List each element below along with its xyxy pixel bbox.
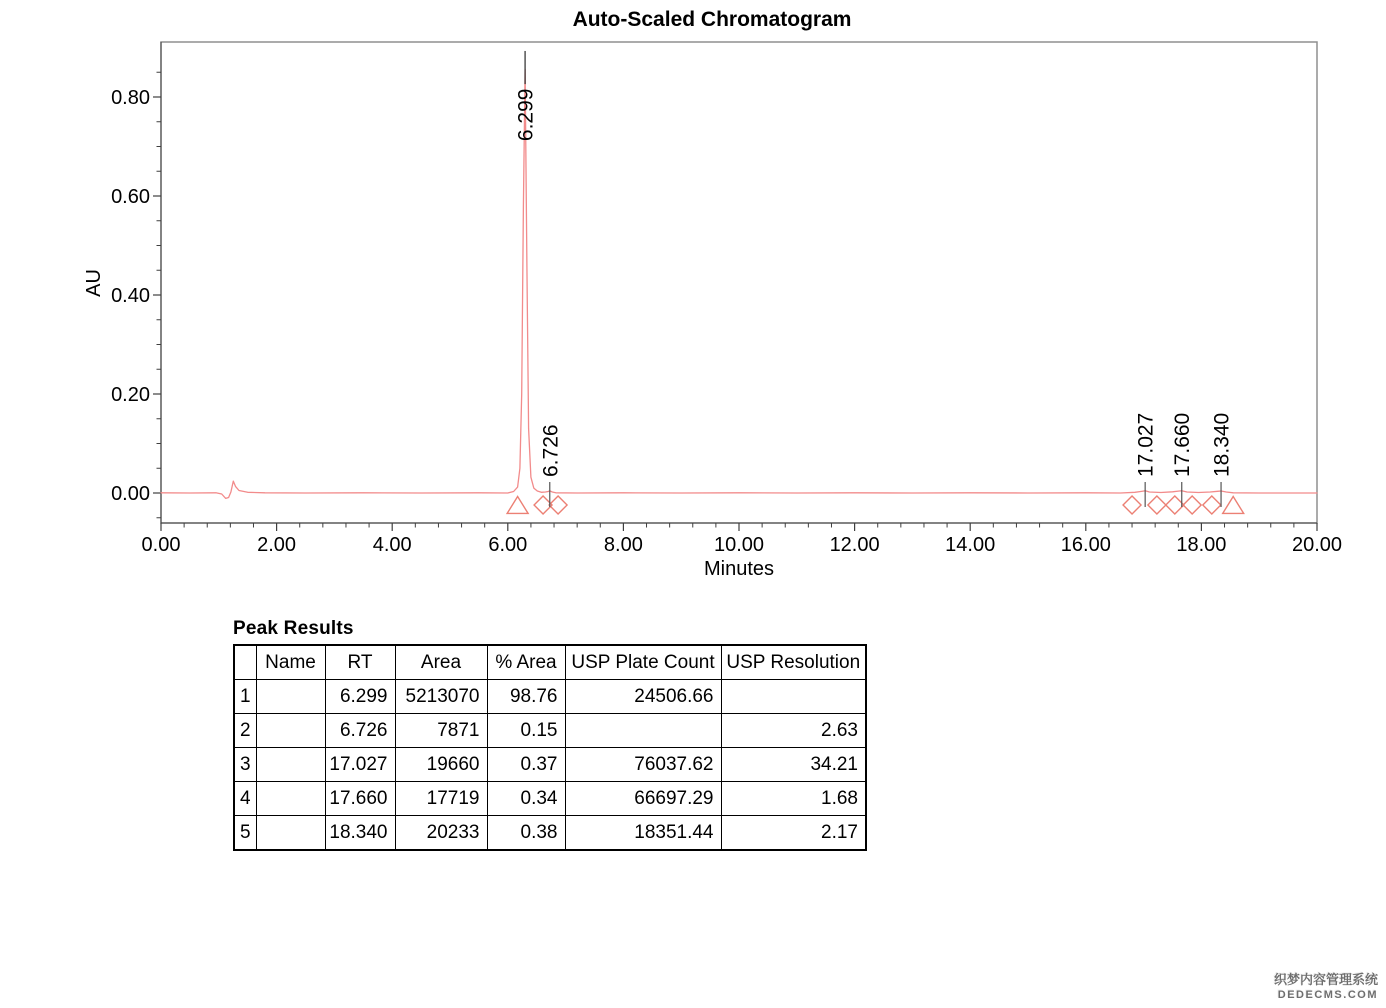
peak-number-cell: 5: [234, 816, 256, 851]
x-tick-label: 2.00: [257, 534, 297, 556]
column-header: RT: [325, 645, 395, 680]
peak-results-cell: 7871: [395, 714, 487, 748]
column-header: [234, 645, 256, 680]
peak-results-cell: 0.37: [487, 748, 565, 782]
diamond-baseline-marker: [1166, 496, 1184, 514]
peak-results-cell: 66697.29: [565, 782, 721, 816]
chart-title: Auto-Scaled Chromatogram: [572, 8, 852, 31]
x-tick-label: 0.00: [141, 534, 181, 556]
peak-results-cell: 98.76: [487, 680, 565, 714]
peak-results-cell: 17719: [395, 782, 487, 816]
y-tick-label: 0.00: [111, 483, 150, 506]
y-tick-label: 0.60: [111, 185, 150, 208]
peak-results-cell: 18.340: [325, 816, 395, 851]
peak-results-cell: 6.726: [325, 714, 395, 748]
y-tick-label: 0.80: [111, 86, 150, 109]
peak-results-cell: [256, 816, 325, 851]
peak-results-row: [234, 782, 866, 816]
peak-rt-label: 6.299: [514, 88, 538, 142]
x-axis-title: Minutes: [703, 558, 775, 580]
x-tick-label: 10.00: [713, 534, 765, 556]
peak-results-cell: [565, 714, 721, 748]
peak-results-section: [233, 618, 867, 851]
x-tick-label: 6.00: [488, 534, 528, 556]
diamond-baseline-marker: [1203, 496, 1221, 514]
peak-results-row: [234, 680, 866, 714]
diamond-baseline-marker: [1183, 496, 1201, 514]
x-tick-label: 18.00: [1176, 534, 1227, 556]
column-header: USP Plate Count: [565, 645, 721, 680]
peak-results-cell: [721, 680, 866, 714]
peak-results-cell: 20233: [395, 816, 487, 851]
peak-results-cell: [256, 680, 325, 714]
triangle-baseline-marker: [1223, 496, 1244, 513]
x-tick-label: 16.00: [1060, 534, 1111, 556]
peak-results-row: [234, 748, 866, 782]
watermark-cms-text: 织梦内容管理系统: [1273, 972, 1378, 987]
column-header: % Area: [487, 645, 565, 680]
peak-results-cell: 2.17: [721, 816, 866, 851]
peak-results-cell: 19660: [395, 748, 487, 782]
diamond-baseline-marker: [1123, 496, 1141, 514]
peak-rt-label: 17.027: [1134, 412, 1158, 477]
peak-number-cell: 3: [234, 748, 256, 782]
watermark: [1274, 972, 1378, 1002]
peak-results-cell: 17.027: [325, 748, 395, 782]
peak-results-cell: 1.68: [721, 782, 866, 816]
x-tick-label: 4.00: [372, 534, 412, 556]
peak-results-cell: 24506.66: [565, 680, 721, 714]
peak-results-cell: 0.34: [487, 782, 565, 816]
y-tick-label: 0.40: [111, 284, 150, 307]
peak-results-row: [234, 714, 866, 748]
y-axis-ticks: [111, 72, 161, 518]
peak-results-cell: 0.38: [487, 816, 565, 851]
x-tick-label: 14.00: [945, 534, 996, 556]
y-tick-label: 0.20: [111, 384, 150, 407]
triangle-baseline-marker: [507, 496, 528, 513]
x-tick-label: 20.00: [1291, 534, 1343, 556]
peak-results-cell: 5213070: [395, 680, 487, 714]
column-header: USP Resolution: [721, 645, 866, 680]
peak-results-cell: 18351.44: [565, 816, 721, 851]
peak-labels: [515, 51, 1234, 507]
peak-results-cell: 6.299: [325, 680, 395, 714]
peak-results-cell: [256, 782, 325, 816]
y-axis-title: AU: [83, 269, 105, 297]
integration-markers: [507, 496, 1244, 514]
peak-rt-label: 6.726: [539, 424, 563, 477]
peak-results-cell: 17.660: [325, 782, 395, 816]
column-header: Area: [395, 645, 487, 680]
x-tick-label: 12.00: [829, 534, 880, 556]
peak-results-cell: 76037.62: [565, 748, 721, 782]
x-axis-ticks: [142, 523, 1343, 556]
peak-results-heading: Peak Results: [233, 618, 354, 639]
peak-results-cell: 2.63: [721, 714, 866, 748]
watermark-dedecms-url: DEDECMS.COM: [1277, 989, 1378, 1001]
column-header: Name: [256, 645, 325, 680]
peak-results-cell: [256, 748, 325, 782]
peak-results-header-row: [234, 645, 866, 680]
peak-number-cell: 4: [234, 782, 256, 816]
peak-rt-label: 18.340: [1210, 412, 1234, 477]
peak-results-cell: 0.15: [487, 714, 565, 748]
peak-results-table: [233, 644, 867, 851]
diamond-baseline-marker: [1148, 496, 1166, 514]
x-tick-label: 8.00: [603, 534, 643, 556]
peak-rt-label: 17.660: [1171, 412, 1195, 477]
peak-results-cell: [256, 714, 325, 748]
peak-results-cell: 34.21: [721, 748, 866, 782]
peak-results-row: [234, 816, 866, 851]
peak-number-cell: 1: [234, 680, 256, 714]
peak-number-cell: 2: [234, 714, 256, 748]
